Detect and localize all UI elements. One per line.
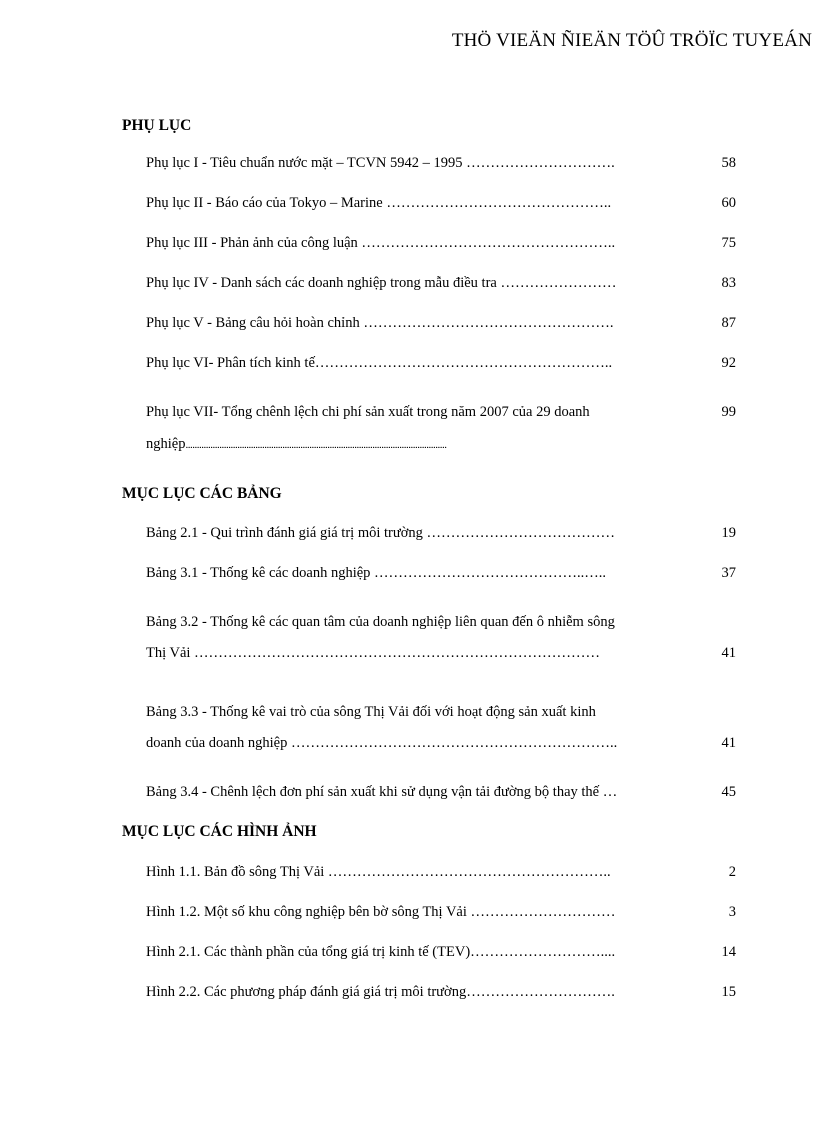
toc-entry-text: Phụ lục VI- Phân tích kinh tế……………………………………………………..: [146, 355, 613, 371]
toc-entry-text: Hình 1.2. Một số khu công nghiệp bên bờ sông Thị Vải …………………………: [146, 904, 616, 920]
toc-entry-text: Bảng 2.1 - Qui trình đánh giá giá trị môi trường …………………………………: [146, 525, 616, 541]
toc-entry-page: 60: [721, 195, 736, 211]
toc-entry-text: Phụ lục IV - Danh sách các doanh nghiệp trong mẫu điều tra ……………………: [146, 275, 617, 291]
toc-entry-page: 15: [721, 984, 736, 1000]
toc-entry-page: 41: [721, 645, 736, 661]
toc-entry-text: Phụ lục III - Phản ảnh của công luận ……………………………………………..: [146, 235, 616, 251]
toc-entry-page: 83: [721, 275, 736, 291]
toc-entry-text-continued: [146, 436, 676, 453]
toc-entry-text-continued: Thị Vải …………………………………………………………………………: [146, 645, 601, 661]
toc-entry-continuation: nghiệp: [146, 436, 186, 452]
toc-entry-text: Bảng 3.4 - Chênh lệch đơn phí sản xuất khi sử dụng vận tải đường bộ thay thế …: [146, 784, 618, 800]
toc-entry-page: 87: [721, 315, 736, 331]
toc-entry-text: Phụ lục II - Báo cáo của Tokyo – Marine ………………………………………..: [146, 195, 612, 211]
section-heading-tables: MỤC LỤC CÁC BẢNG: [122, 485, 282, 502]
toc-entry-text: Bảng 3.2 - Thống kê các quan tâm của doanh nghiệp liên quan đến ô nhiễm sông: [146, 614, 615, 630]
toc-entry-text: Phụ lục I - Tiêu chuẩn nước mặt – TCVN 5942 – 1995 ………………………….: [146, 155, 615, 171]
toc-entry-page: 75: [721, 235, 736, 251]
toc-entry-text-continued: doanh của doanh nghiệp …………………………………………………………..: [146, 735, 618, 751]
toc-entry-page: 2: [728, 864, 736, 880]
toc-entry-text: Bảng 3.3 - Thống kê vai trò của sông Thị Vải đối với hoạt động sản xuất kinh: [146, 704, 596, 720]
toc-entry-text: Bảng 3.1 - Thống kê các doanh nghiệp ……………………………………..…..: [146, 565, 607, 581]
dot-leader: ....................................................................................................................: [185, 439, 447, 451]
running-header: THÖ VIEÄN ÑIEÄN TÖÛ TRÖÏC TUYEÁN: [451, 30, 812, 51]
toc-entry-page: 41: [721, 735, 736, 751]
toc-entry-text: Hình 1.1. Bản đồ sông Thị Vải …………………………………………………..: [146, 864, 611, 880]
toc-entry-text: Phụ lục V - Bảng câu hỏi hoàn chỉnh …………………………………………….: [146, 315, 614, 331]
section-heading-appendix: PHỤ LỤC: [122, 117, 192, 134]
toc-entry-page: 58: [721, 155, 736, 171]
toc-entry-page: 37: [721, 565, 736, 581]
toc-entry-text: Hình 2.1. Các thành phần của tổng giá trị kinh tế (TEV)………………………....: [146, 944, 616, 960]
toc-entry-page: 14: [721, 944, 736, 960]
toc-entry-page: 19: [721, 525, 736, 541]
section-heading-figures: MỤC LỤC CÁC HÌNH ẢNH: [122, 823, 317, 840]
toc-entry-text: Hình 2.2. Các phương pháp đánh giá giá trị môi trường………………………….: [146, 984, 615, 1000]
toc-entry-text: Phụ lục VII- Tổng chênh lệch chi phí sản xuất trong năm 2007 của 29 doanh: [146, 404, 590, 420]
toc-entry-page: 45: [721, 784, 736, 800]
toc-entry-page: 92: [721, 355, 736, 371]
toc-entry-page: 3: [728, 904, 736, 920]
toc-entry-page: 99: [721, 404, 736, 420]
